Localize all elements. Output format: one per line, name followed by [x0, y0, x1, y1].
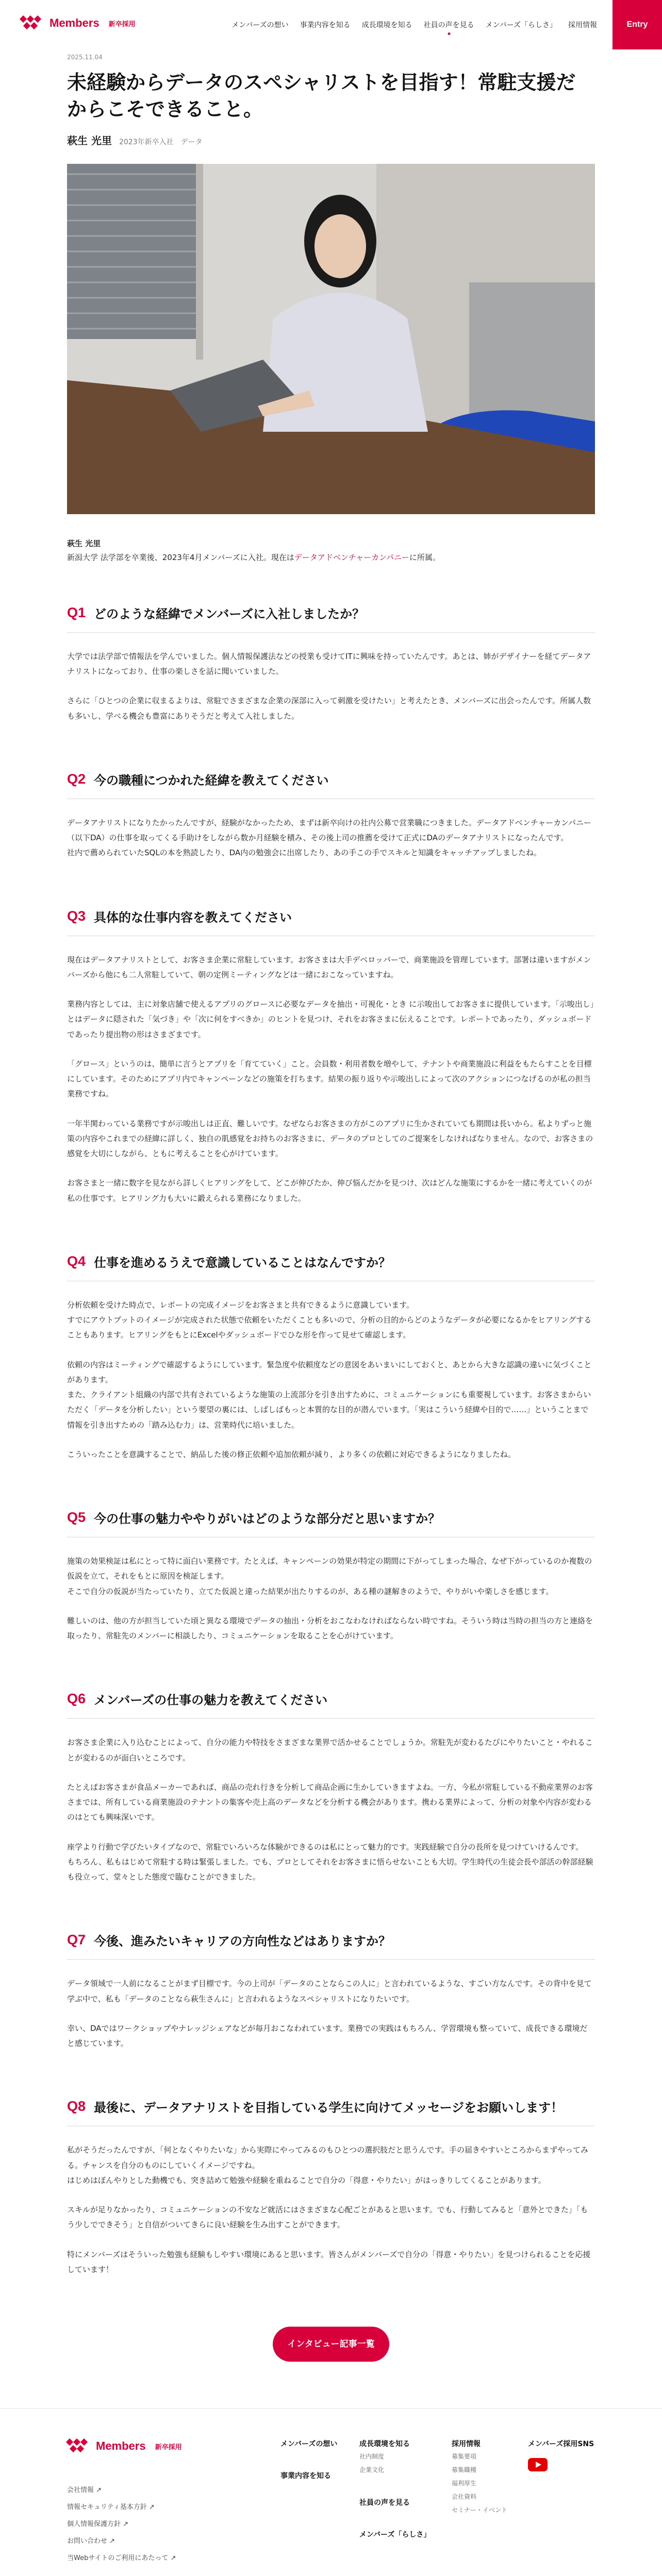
site-logo[interactable] [21, 15, 136, 31]
footer-col-1 [280, 2438, 337, 2482]
nav-growth[interactable]: 成長環境を知る [361, 21, 412, 29]
question-heading [67, 604, 595, 633]
answer-paragraph: たとえばお客さまが食品メーカーであれば、商品の売れ行きを分析して商品企画に生かしていきますよね。一方、今私が常駐している不動産業界のお客さまでは、所有している商業施設のテナントの集客や売上高のデータなどを分析する機会があります。携わる業界によって、分析の対象や内容が変わるのはとても興味深いです。 [67, 1782, 593, 1822]
author-meta: 2023年新卒入社 データ [119, 138, 203, 146]
answer-paragraph: 大学では法学部で情報法を学んでいました。個人情報保護法などの授業も受けてITに興味を持っていたんです。あとは、姉がデザイナーを経てデータアナリストになっており、仕事の楽しさを話に聞いていました。 [67, 651, 591, 676]
profile-text-before: 新潟大学 法学部を卒業後、2023年4月メンバーズに入社。現在は [67, 552, 294, 562]
profile-block [67, 537, 595, 565]
nav-omoi[interactable]: メンバーズの想い [231, 21, 289, 29]
question-heading [67, 1252, 595, 1281]
question-number: Q1 [67, 604, 86, 620]
youtube-icon[interactable] [528, 2458, 548, 2471]
question-number: Q5 [67, 1510, 86, 1526]
question-text: 今の職種につかれた経緯を教えてください [94, 773, 329, 788]
question-text: メンバーズの仕事の魅力を教えてください [94, 1693, 328, 1708]
answer-paragraph: こういったことを意識することで、納品した後の修正依頼や追加依頼が減り、より多くの依頼に対応できるようになりましたね。 [67, 1449, 516, 1459]
logo-text: Members [49, 16, 100, 29]
answer-paragraph: 依頼の内容はミーティングで確認するようにしています。緊急度や依頼度などの意図をあいまいにしておくと、あとから大きな認識の違いに気づくことがあります。 また、クライアント組織の内部で共有されているような施策の上流部分を引き出すために、コミュニケーションにも重要視しています。お客さまからいただく「データを分析したい」という要望の裏には、しばしばもっと本質的な目的が潜んでいます。「実はこういう経緯や目的で……」ということまで情報を引き出すための「踏み込む力」は、営業時代に培いました。 [67, 1360, 592, 1430]
footer-logo[interactable] [67, 2438, 182, 2454]
answer-paragraph: 座学より行動で学びたいタイプなので、常駐でいろいろな体験ができるのは私にとって魅力的です。実践経験で自分の長所を見つけていけるんです。 もちろん、私もはじめて常駐する時は緊張しました。でも、プロとしてそれをお客さまに悟らせないことも大切。学生時代の生徒会長や部活の幹部経験も役立って、堂々とした態度で臨むことができました。 [67, 1842, 593, 1882]
site-header [0, 0, 662, 49]
answer-paragraph: 私がそうだったんですが、「何となくやりたいな」から実際にやってみるのもひとつの選択肢だと思うんです。手の届きやすいところからまずやってみる。チャンスを自分のものにしていくイメージですね。 はじめはぼんやりとした動機でも、突き詰めて勉強や経験を重ねることで自分の「得意・やりたい」がはっきりしてくることがあります。 [67, 2145, 589, 2185]
footer-link-security[interactable]: 情報セキュリティ基本方針 ↗ [67, 2503, 155, 2512]
answer-paragraph: 施策の効果検証は私にとって特に面白い業務です。たとえば、キャンペーンの効果が特定の期間に下がってしまった場合、なぜ下がっているのか複数の仮説を立て、それをもとに原因を検証します。 そこで自分の仮説が当たっていたり、立てた仮説と違った結果が出たりするのが、ある種の謎解きのようで、やりがいや楽しさを感じます。 [67, 1556, 592, 1596]
question-heading [67, 1690, 595, 1719]
question-text: 仕事を進めるうえで意識していることはなんですか？ [94, 1255, 391, 1270]
answer-paragraph: 業務内容としては、主に対象店舗で使えるアプリのグロースに必要なデータを抽出・可視化・とき に示唆出してお客さまに提供しています。「示唆出し」とはデータに隠された「気づき」や「次に何をすべきか」のヒントを見つけ、それをお客さまに伝えることです。レポートであったり、ダッシュボードであったり提出物の形はさまざまです。 [67, 999, 594, 1039]
global-nav [231, 20, 597, 30]
footer-link-company[interactable]: 会社情報 ↗ [67, 2486, 102, 2495]
footer-nav-omoi[interactable]: メンバーズの想い [280, 2440, 338, 2449]
question-number: Q2 [67, 771, 86, 787]
entry-button[interactable]: Entry [613, 0, 662, 49]
profile-text-after: に所属。 [409, 552, 440, 562]
question-number: Q8 [67, 2098, 86, 2114]
footer-sub-jobs[interactable]: 募集職種 [452, 2466, 477, 2474]
question-text: 最後に、データアナリストを目指している学生に向けてメッセージをお願いします！ [94, 2100, 564, 2115]
footer-nav-recruit[interactable]: 採用情報 [452, 2440, 481, 2449]
answer-paragraph: データ領域で一人前になることがまず目標です。今の上司が「データのことならこの人に」と言われているような、すごい方なんです。その背中を見て学ぶ中で、私も「データのことなら萩生さんに」と言われるようなスペシャリストになりたいです。 [67, 1979, 592, 2004]
answer-paragraph: データアナリストになりたかったんですが、経験がなかったため、まずは新卒向けの社内公募で営業職につきました。データアドベンチャーカンパニー（以下DA）の仕事を取ってくる手助けをしながら数か月経験を積み、その後上司の推薦を受けて正式にDAのデータアナリストになったんです。 社内で薦められていたSQLの本を熟読したり、DA内の勉強会に出席したり、あの手この手でスキルと知識をキャッチアップしましたね。 [67, 818, 592, 858]
footer-links [67, 2482, 176, 2567]
question-heading [67, 2097, 595, 2126]
qa-section-7 [67, 1931, 595, 2051]
footer-nav-business[interactable]: 事業内容を知る [280, 2472, 331, 2481]
qa-section-3 [67, 907, 595, 1206]
footer-nav-growth[interactable]: 成長環境を知る [359, 2440, 410, 2449]
answer-paragraph: 難しいのは、他の方が担当していた頃と異なる環境でデータの抽出・分析をおこなわなければならない時ですね。そういう時は当時の担当の方と連絡を取ったり、常駐先のメンバーに相談したり、コミュニケーションを取ることを心がけています。 [67, 1616, 593, 1641]
qa-section-1 [67, 604, 595, 724]
question-text: どのような経緯でメンバーズに入社しましたか？ [94, 606, 365, 621]
question-heading [67, 1509, 595, 1537]
footer-logo-text: Members [96, 2439, 146, 2453]
answer-paragraph: お客さま企業に入り込むことによって、自分の能力や特技をさまざまな業界で活かせることでしょうか。常駐先が変わるたびにやりたいこと・やれることが変わるのが面白いところです。 [67, 1738, 593, 1762]
answer-paragraph: 現在はデータアナリストとして、お客さま企業に常駐しています。お客さまは大手デベロッパーで、商業施設を管理しています。部署は違いますがメンバーズから他にも二人常駐していて、朝の定例ミーティングなどは一緒におこなっていますね。 [67, 955, 591, 979]
question-heading [67, 1931, 595, 1960]
footer-logo-sub: 新卒採用 [155, 2443, 182, 2451]
article-title: 未経験からデータのスペシャリストを目指す！常駐支援だからこそできること。 [67, 71, 576, 121]
answer-paragraph: お客さまと一緒に数字を見ながら詳しくヒアリングをして、どこが伸びたか、伸び悩んだかを見つけ、次はどんな施策にするかを一緒に考えていくのが私の仕事です。ヒアリング力も大いに鍛えられる業務になりました。 [67, 1178, 592, 1203]
question-text: 今後、進みたいキャリアの方向性などはありますか？ [94, 1934, 391, 1949]
author-line [67, 132, 595, 147]
qa-section-4 [67, 1252, 595, 1462]
qa-section-8 [67, 2097, 595, 2277]
answer-paragraph: 幸い、DAではワークショップやナレッジシェアなどが毎月おこなわれています。業務での実践はもちろん、学習環境も整っていて、成長できる環境だと感じています。 [67, 2023, 588, 2048]
footer-nav-voices[interactable]: 社員の声を見る [359, 2499, 410, 2507]
interview-list-button[interactable]: インタビュー記事一覧 [273, 2327, 389, 2362]
nav-rashisa[interactable]: メンバーズ「らしさ」 [485, 21, 557, 29]
question-number: Q7 [67, 1932, 86, 1948]
nav-recruit[interactable]: 採用情報 [568, 21, 597, 29]
question-number: Q3 [67, 908, 86, 924]
article-main [67, 54, 595, 2362]
footer-sub-materials[interactable]: 会社資料 [452, 2493, 477, 2501]
site-footer [0, 2408, 662, 2576]
answer-paragraph: 「グロース」というのは、簡単に言うとアプリを「育てていく」こと。会員数・利用者数を増やして、テナントや商業施設に利益をもたらすことを目標にしています。そのためにアプリ内でキャンペーンなどの施策を打ちます。結果の振り返りや示唆出しによって次のアクションにつなげるのが私の担当業務ですね。 [67, 1059, 592, 1099]
qa-section-5 [67, 1509, 595, 1643]
question-number: Q6 [67, 1691, 86, 1707]
footer-col-4 [528, 2438, 594, 2471]
footer-link-privacy[interactable]: 個人情報保護方針 ↗ [67, 2520, 129, 2529]
nav-voices[interactable]: 社員の声を見る [424, 20, 474, 30]
answer-paragraph: 特にメンバーズはそういった勉強も経験もしやすい環境にあると思います。皆さんがメンバーズで自分の「得意・やりたい」を見つけられることを応援しています！ [67, 2249, 591, 2274]
profile-name: 萩生 光里 [67, 538, 101, 548]
footer-link-terms[interactable]: 当Webサイトのご利用にあたって ↗ [67, 2554, 176, 2563]
answer-paragraph: スキルが足りなかったり、コミュニケーションの不安など就活にはさまざまな心配ごとがあると思います。でも、行動してみると「意外とできた」「もう少しでできそう」と自信がついてきらに良い経験を生み出すことができます。 [67, 2205, 588, 2230]
qa-section-2 [67, 770, 595, 861]
footer-link-contact[interactable]: お問い合わせ ↗ [67, 2537, 115, 2546]
footer-col-2 [359, 2438, 431, 2540]
answer-paragraph: さらに「ひとつの企業に収まるよりは、常駐でさまざまな企業の深部に入って刺激を受けたい」と考えたとき、メンバーズに出会ったんです。所属人数も多いし、学べる機会も豊富にありそうだと考えて入社しました。 [67, 696, 591, 721]
question-number: Q4 [67, 1253, 86, 1269]
question-heading [67, 770, 595, 799]
nav-business[interactable]: 事業内容を知る [300, 21, 351, 29]
qa-section-6 [67, 1690, 595, 1885]
author-name: 萩生 光里 [67, 134, 112, 147]
interview-photo [67, 164, 595, 514]
footer-sub-benefits[interactable]: 福利厚生 [452, 2480, 477, 2487]
question-heading [67, 907, 595, 936]
footer-sub-seminar[interactable]: セミナー・イベント [452, 2506, 508, 2514]
logo-mark-icon [21, 15, 43, 31]
footer-sub-requirements[interactable]: 募集要項 [452, 2453, 477, 2461]
question-text: 今の仕事の魅力ややりがいはどのような部分だと思いますか？ [94, 1512, 441, 1527]
logo-mark-icon [67, 2438, 90, 2454]
logo-sub: 新卒採用 [108, 20, 136, 28]
profile-company-link[interactable]: データアドベンチャーカンパニー [294, 552, 409, 562]
article-date: 2025.11.04 [67, 54, 103, 61]
answer-paragraph: 分析依頼を受けた時点で、レポートの完成イメージをお客さまと共有できるように意識しています。 すでにアウトプットのイメージが完成された状態で依頼をいただくことも多いので、分析の目的からどのようなデータが必要になるかをヒアリングすることもあります。ヒアリングをもとにExcelやダッシュボードでひな形を作って見せて確認します。 [67, 1300, 592, 1340]
footer-nav-rashisa[interactable]: メンバーズ「らしさ」 [359, 2531, 431, 2539]
footer-sub-culture[interactable]: 企業文化 [359, 2466, 385, 2474]
footer-sub-system[interactable]: 社内制度 [359, 2453, 385, 2461]
question-text: 具体的な仕事内容を教えてください [94, 910, 292, 925]
footer-sns-heading: メンバーズ採用SNS [528, 2440, 594, 2449]
footer-col-3 [452, 2438, 507, 2517]
answer-paragraph: 一年半関わっている業務ですが示唆出しは正直、難しいです。なぜならお客さまの方がこのアプリに生かされていても期間は長いから。私よりずっと施策の内容やこれまでの経緯に詳しく、独自の肌感覚をお持ちのお客さまに、データのプロとしてのご提案をしなければなりません。なので、お客さまの感覚を大切にしながら、ともに考えることを心がけています。 [67, 1118, 593, 1159]
profile-text [67, 551, 595, 565]
